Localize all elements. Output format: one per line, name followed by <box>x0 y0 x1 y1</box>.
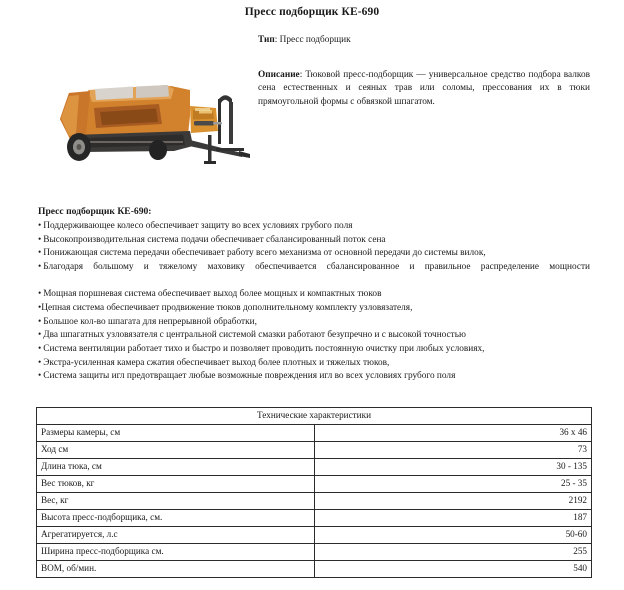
feature-item <box>38 370 590 384</box>
table-row <box>37 493 592 510</box>
feature-text: Понижающая система передачи обеспечивает работу всего механизма от основной передачи до системы вилок, <box>43 248 486 259</box>
bullet-icon: • <box>38 316 42 327</box>
product-overview-section <box>0 34 624 194</box>
bullet-icon: • <box>38 303 42 314</box>
spec-name: Размеры камеры, см <box>37 425 315 442</box>
product-type-value: Пресс подборщик <box>279 35 351 45</box>
page-title: Пресс подборщик КЕ-690 <box>244 6 380 18</box>
table-row <box>37 510 592 527</box>
feature-text: Большое кол-во шпагата для непрерывной обработки, <box>43 316 257 327</box>
bullet-icon: • <box>38 289 42 300</box>
spec-value: 73 <box>314 442 592 459</box>
features-heading: Пресс подборщик КЕ-690: <box>38 206 152 217</box>
feature-item <box>38 234 590 248</box>
feature-text: Высокопроизводительная система подачи обеспечивает сбалансированный поток сена <box>43 234 386 245</box>
spec-value: 25 - 35 <box>314 476 592 493</box>
spec-name: Ход см <box>37 442 315 459</box>
bullet-icon: • <box>38 330 42 341</box>
specifications-table <box>36 407 592 578</box>
feature-text: Два шпагатных узловязателя с центральной системой смазки работают безупречно и с высокой точностью <box>43 330 466 341</box>
feature-text: Экстра-усиленная камера сжатия обеспечивает выход более плотных и тяжелых тюков, <box>43 357 390 368</box>
feature-item <box>38 357 590 371</box>
bullet-icon: • <box>38 357 42 368</box>
product-info-column <box>258 34 590 109</box>
spec-name: Ширина пресс-подборщика см. <box>37 544 315 561</box>
baler-illustration <box>40 60 255 180</box>
table-row <box>37 442 592 459</box>
spec-value: 187 <box>314 510 592 527</box>
feature-item <box>38 220 590 234</box>
table-row <box>37 476 592 493</box>
feature-item <box>38 261 590 288</box>
product-type-line <box>258 34 590 47</box>
feature-text: Система защиты игл предотвращает любые возможные повреждения игл во всех условиях грубого поля <box>43 371 456 382</box>
feature-item <box>38 302 590 316</box>
spec-value: 540 <box>314 561 592 578</box>
product-type-label: Тип <box>258 35 275 45</box>
table-row <box>37 527 592 544</box>
feature-item <box>38 329 590 343</box>
spec-name: Вес, кг <box>37 493 315 510</box>
table-row <box>37 544 592 561</box>
spec-name: Длина тюка, см <box>37 459 315 476</box>
product-description-line <box>258 69 590 109</box>
feature-item <box>38 247 590 261</box>
bullet-icon: • <box>38 371 42 382</box>
spec-value: 50-60 <box>314 527 592 544</box>
specifications-table-container <box>36 407 592 578</box>
specifications-table-body <box>37 408 592 578</box>
product-description-label: Описание <box>258 70 300 81</box>
product-type-separator: : <box>274 35 280 45</box>
spec-name: Агрегатируется, л.с <box>37 527 315 544</box>
bullet-icon: • <box>38 221 42 232</box>
feature-text: Благодаря большому и тяжелому маховику обеспечивается сбалансированное и правильное распределение мощности <box>43 262 590 273</box>
feature-item <box>38 316 590 330</box>
feature-item <box>38 343 590 357</box>
feature-text: Система вентиляции работает тихо и быстро и позволяет проводить постоянную очистку при любых условиях, <box>43 344 485 354</box>
bullet-icon: • <box>38 262 42 273</box>
product-description-value: Тюковой пресс-подборщик — универсальное средство подбора валков сена естественных и сеяных трав или соломы, прессования их в тюки прямоугольной формы с обвязкой шпагатом. <box>258 70 590 107</box>
table-row <box>37 425 592 442</box>
feature-text: Цепная система обеспечивает продвижение тюков дополнительному комплекту узловязателя, <box>41 303 413 314</box>
feature-item <box>38 288 590 302</box>
spec-name: Высота пресс-подборщика, см. <box>37 510 315 527</box>
table-caption-row <box>37 408 592 425</box>
product-image <box>40 60 255 180</box>
spec-value: 30 - 135 <box>314 459 592 476</box>
table-row <box>37 561 592 578</box>
table-row <box>37 459 592 476</box>
feature-text: Поддерживающее колесо обеспечивает защиту во всех условиях грубого поля <box>43 221 353 232</box>
spec-name: ВОМ, об/мин. <box>37 561 315 578</box>
spec-value: 255 <box>314 544 592 561</box>
spec-value: 36 х 46 <box>314 425 592 442</box>
bullet-icon: • <box>38 344 42 354</box>
spec-value: 2192 <box>314 493 592 510</box>
bullet-icon: • <box>38 234 42 245</box>
features-section <box>38 205 590 384</box>
feature-text: Мощная поршневая система обеспечивает выход более мощных и компактных тюков <box>43 289 382 300</box>
specifications-caption: Технические характеристики <box>37 408 592 425</box>
bullet-icon: • <box>38 248 42 259</box>
product-description-separator: : <box>299 70 306 81</box>
spec-name: Вес тюков, кг <box>37 476 315 493</box>
